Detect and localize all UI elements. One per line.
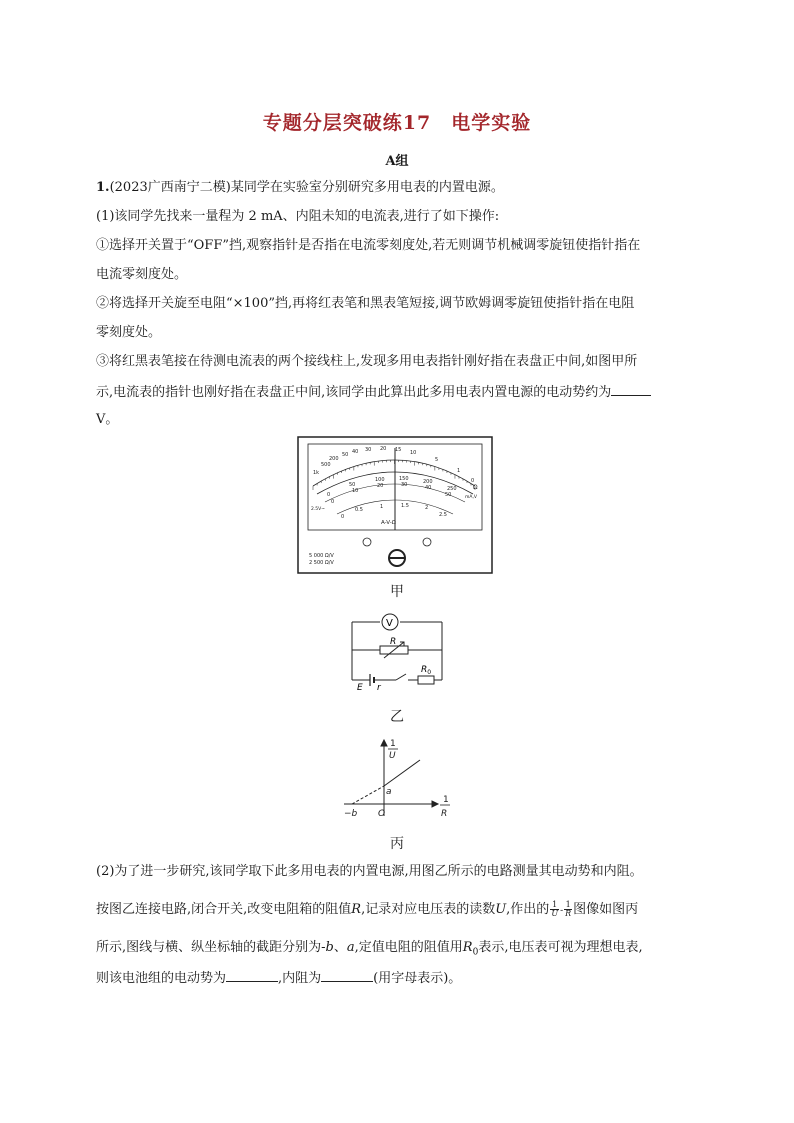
dc-tick: 10 <box>352 488 359 494</box>
r0-label: $R_0$ <box>421 665 432 676</box>
graph-line <box>384 760 420 786</box>
fraction-1-over-u: $\frac{1}{U}$ <box>551 900 559 918</box>
step3-line1: ③将红黑表笔接在待测电流表的两个接线柱上,发现多用电表指针刚好指在表盘正中间,如图甲所 <box>96 354 638 369</box>
part2-line2: 按图乙连接电路,闭合开关,改变电阻箱的阻值R,记录对应电压表的读数U,作出的 $\frac{1}{U}$ - $\frac{1}{R}$ 图像如图丙 <box>96 900 639 918</box>
meter-spec-1: 5 000 Ω/V <box>309 553 334 559</box>
step2-line1: ②将选择开关旋至电阻“×100”挡,再将红表笔和黑表笔短接,调节欧姆调零旋钮使指针指在电阻 <box>96 296 635 311</box>
ac-tick: 1.5 <box>401 503 409 509</box>
ac-tick: 0.5 <box>355 507 363 513</box>
terminal-knob-left <box>363 538 371 546</box>
dc-tick: 30 <box>401 482 408 488</box>
dc-tick: 0 <box>327 492 331 498</box>
part2-line4: 则该电池组的电动势为 ,内阻为 (用字母表示)。 <box>96 967 461 989</box>
dc-tick: 150 <box>399 476 409 482</box>
internal-r-label: r <box>377 683 381 690</box>
ac-tick: 1 <box>380 504 384 510</box>
ohm-tick: 500 <box>321 462 331 468</box>
step1-line1: ①选择开关置于“OFF”挡,观察指针是否指在电流零刻度处,若无则调节机械调零旋钮使指针指在 <box>96 238 641 253</box>
dc-tick: 250 <box>447 486 457 492</box>
ohm-tick: 20 <box>380 446 387 452</box>
figure-yi-caption: 乙 <box>390 709 404 725</box>
y-axis-num: 1 <box>390 739 396 749</box>
meter-spec-2: 2 500 Ω/V <box>309 560 334 566</box>
ohm-tick: 0 <box>471 478 475 484</box>
ma-label: mA,V <box>465 495 477 500</box>
dc-tick: 50 <box>349 482 356 488</box>
circuit-figure <box>340 606 450 690</box>
part1-intro: (1)该同学先找来一量程为 2 mA、内阻未知的电流表,进行了如下操作: <box>96 209 500 224</box>
ac-tick: 2 <box>425 505 429 511</box>
resistor-box-label: R <box>390 637 397 647</box>
question-number: 1. <box>96 180 110 195</box>
question-1-header <box>96 178 504 198</box>
emf-label: E <box>357 683 363 690</box>
answer-blank-emf-1[interactable] <box>611 381 651 396</box>
ac-label: 2.5V~ <box>311 507 326 512</box>
ohm-tick: 15 <box>395 447 402 453</box>
dc-tick: 20 <box>377 483 384 489</box>
ohm-tick: 1 <box>457 468 461 474</box>
terminal-knob-right <box>423 538 431 546</box>
dc-tick: 40 <box>425 485 432 491</box>
ac-tick: 2.5 <box>439 512 447 518</box>
center-label: A-V-Ω <box>381 520 396 526</box>
graph-line-extension <box>352 786 384 804</box>
fraction-1-over-r: $\frac{1}{R}$ <box>565 900 572 918</box>
step3-line2 <box>96 381 651 403</box>
dc-tick: 0 <box>331 499 335 505</box>
question-intro: 某同学在实验室分别研究多用电表的内置电源。 <box>230 180 504 195</box>
step3-line3: V。 <box>96 412 119 427</box>
omega-label: Ω <box>473 484 478 491</box>
ohm-tick: 200 <box>329 456 339 462</box>
step2-line2: 零刻度处。 <box>96 325 162 340</box>
dc-tick: 100 <box>375 477 385 483</box>
ac-tick: 0 <box>341 514 345 520</box>
figure-jia-caption: 甲 <box>390 584 404 600</box>
y-intercept-label: a <box>386 787 392 797</box>
part2-line1: (2)为了进一步研究,该同学取下此多用电表的内置电源,用图乙所示的电路测量其电动势和内阻。 <box>96 864 643 879</box>
origin-label: O <box>378 809 386 819</box>
x-axis-den: R <box>441 809 448 819</box>
step1-line2: 电流零刻度处。 <box>96 267 188 282</box>
voltmeter-label: V <box>386 618 393 629</box>
ohm-tick: 5 <box>435 457 439 463</box>
dc-tick: 50 <box>445 492 452 498</box>
multimeter-figure <box>297 436 493 574</box>
ohm-tick: 1k <box>313 470 320 476</box>
part2-line3: 所示,图线与横、纵坐标轴的截距分别为-b、a,定值电阻的阻值用$R_0$表示,电压表可视为理想电表, <box>96 940 643 958</box>
x-axis-num: 1 <box>443 795 449 805</box>
answer-blank-internal-resistance[interactable] <box>321 967 373 982</box>
page-title: 专题分层突破练17 电学实验 <box>262 112 532 134</box>
ohm-tick: 40 <box>352 449 359 455</box>
step3-text: 示,电流表的指针也刚好指在表盘正中间,该同学由此算出此多用电表内置电源的电动势约为 <box>96 385 612 400</box>
dc-tick: 200 <box>423 479 433 485</box>
figure-bing-caption: 丙 <box>390 836 404 852</box>
graph-figure <box>340 736 456 826</box>
answer-blank-emf-2[interactable] <box>226 967 278 982</box>
question-source: (2023广西南宁二模) <box>109 180 231 195</box>
group-label: A组 <box>385 154 409 169</box>
ohm-tick: 30 <box>365 447 372 453</box>
y-axis-den: U <box>389 751 396 761</box>
x-intercept-label: −b <box>344 809 358 819</box>
ohm-tick: 50 <box>342 452 349 458</box>
ohm-tick: 10 <box>410 450 417 456</box>
